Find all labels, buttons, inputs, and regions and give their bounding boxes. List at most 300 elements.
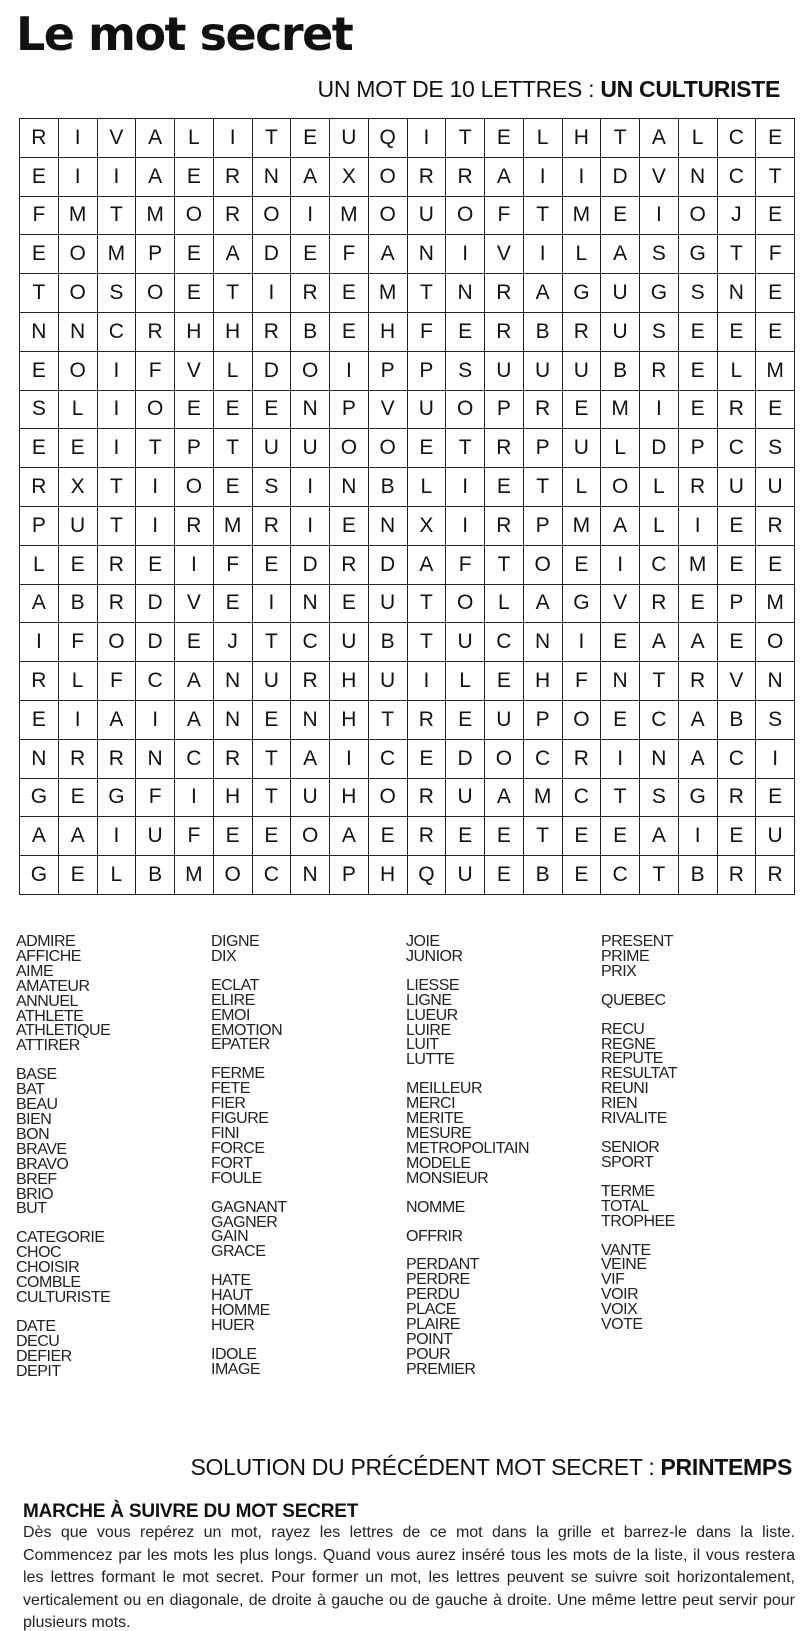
grid-cell[interactable]: O [369, 429, 408, 468]
grid-cell[interactable]: I [175, 779, 214, 818]
grid-cell[interactable]: A [175, 662, 214, 701]
grid-cell[interactable]: A [291, 158, 330, 197]
grid-cell[interactable]: G [20, 856, 59, 895]
grid-cell[interactable]: U [330, 119, 369, 158]
grid-cell[interactable]: R [20, 662, 59, 701]
grid-cell[interactable]: I [136, 507, 175, 546]
grid-cell[interactable]: F [446, 546, 485, 585]
grid-cell[interactable]: S [446, 352, 485, 391]
grid-cell[interactable]: I [291, 197, 330, 236]
grid-cell[interactable]: R [214, 197, 253, 236]
word-list-item[interactable]: ELIRE [211, 991, 255, 1009]
grid-cell[interactable]: E [756, 313, 795, 352]
grid-cell[interactable]: B [369, 623, 408, 662]
word-list-item[interactable]: BASE [16, 1066, 57, 1084]
grid-cell[interactable]: X [59, 468, 98, 507]
word-list-item[interactable]: CULTURISTE [16, 1288, 111, 1306]
word-list-item[interactable]: FOULE [211, 1169, 262, 1187]
word-list-item[interactable]: GAGNANT [211, 1198, 287, 1216]
grid-cell[interactable]: V [98, 119, 137, 158]
grid-cell[interactable]: F [485, 197, 524, 236]
grid-cell[interactable]: A [369, 235, 408, 274]
grid-cell[interactable]: C [524, 740, 563, 779]
grid-cell[interactable]: I [408, 119, 447, 158]
grid-cell[interactable]: O [330, 429, 369, 468]
grid-cell[interactable]: L [524, 119, 563, 158]
grid-cell[interactable]: R [640, 585, 679, 624]
grid-cell[interactable]: D [253, 235, 292, 274]
grid-cell[interactable]: E [20, 429, 59, 468]
grid-cell[interactable]: U [485, 352, 524, 391]
word-list-item[interactable]: REUNI [601, 1080, 649, 1098]
grid-cell[interactable]: O [59, 274, 98, 313]
word-list-item[interactable]: CATEGORIE [16, 1229, 105, 1247]
grid-cell[interactable]: E [330, 313, 369, 352]
grid-cell[interactable]: D [136, 585, 175, 624]
grid-cell[interactable]: U [369, 585, 408, 624]
grid-cell[interactable]: L [20, 546, 59, 585]
grid-cell[interactable]: T [718, 235, 757, 274]
grid-cell[interactable]: L [563, 468, 602, 507]
grid-cell[interactable]: R [291, 274, 330, 313]
grid-cell[interactable]: O [446, 197, 485, 236]
grid-cell[interactable]: D [640, 429, 679, 468]
word-list-item[interactable]: VOIR [601, 1286, 639, 1304]
grid-cell[interactable]: N [756, 662, 795, 701]
grid-cell[interactable]: R [756, 507, 795, 546]
grid-cell[interactable]: H [330, 779, 369, 818]
grid-cell[interactable]: I [524, 158, 563, 197]
grid-cell[interactable]: M [136, 197, 175, 236]
grid-cell[interactable]: U [136, 817, 175, 856]
grid-cell[interactable]: M [563, 197, 602, 236]
grid-cell[interactable]: A [291, 740, 330, 779]
grid-cell[interactable]: E [59, 546, 98, 585]
word-list-item[interactable]: BUT [16, 1200, 47, 1218]
grid-cell[interactable]: E [563, 817, 602, 856]
grid-cell[interactable]: A [601, 235, 640, 274]
word-list-item[interactable]: POUR [406, 1345, 451, 1363]
grid-cell[interactable]: P [524, 507, 563, 546]
grid-cell[interactable]: T [214, 274, 253, 313]
grid-cell[interactable]: F [214, 546, 253, 585]
grid-cell[interactable]: M [98, 235, 137, 274]
grid-cell[interactable]: I [679, 817, 718, 856]
grid-cell[interactable]: R [485, 313, 524, 352]
word-list-item[interactable]: DEPIT [16, 1362, 61, 1380]
grid-cell[interactable]: A [98, 701, 137, 740]
word-list-item[interactable]: REGNE [601, 1035, 656, 1053]
grid-cell[interactable]: V [175, 585, 214, 624]
word-list-item[interactable]: FIGURE [211, 1110, 269, 1128]
grid-cell[interactable]: M [679, 546, 718, 585]
grid-cell[interactable]: I [98, 158, 137, 197]
grid-cell[interactable]: O [679, 197, 718, 236]
word-list-item[interactable]: PRIME [601, 947, 650, 965]
grid-cell[interactable]: M [756, 352, 795, 391]
grid-cell[interactable]: E [20, 235, 59, 274]
word-list-item[interactable]: TERME [601, 1182, 655, 1200]
grid-cell[interactable]: E [563, 856, 602, 895]
grid-cell[interactable]: G [679, 779, 718, 818]
grid-cell[interactable]: V [601, 585, 640, 624]
word-list-item[interactable]: PREMIER [406, 1360, 476, 1378]
grid-cell[interactable]: U [446, 856, 485, 895]
word-list-item[interactable]: EMOTION [211, 1021, 283, 1039]
grid-cell[interactable]: A [59, 817, 98, 856]
grid-cell[interactable]: R [485, 429, 524, 468]
grid-cell[interactable]: N [20, 740, 59, 779]
grid-cell[interactable]: U [330, 623, 369, 662]
grid-cell[interactable]: O [175, 468, 214, 507]
grid-cell[interactable]: R [253, 313, 292, 352]
grid-cell[interactable]: S [756, 701, 795, 740]
grid-cell[interactable]: H [175, 313, 214, 352]
grid-cell[interactable]: N [291, 701, 330, 740]
grid-cell[interactable]: X [408, 507, 447, 546]
word-list-item[interactable]: BRIO [16, 1185, 54, 1203]
grid-cell[interactable]: I [98, 352, 137, 391]
grid-cell[interactable]: U [369, 662, 408, 701]
grid-cell[interactable]: H [524, 662, 563, 701]
grid-cell[interactable]: R [756, 856, 795, 895]
grid-cell[interactable]: U [756, 468, 795, 507]
word-list-item[interactable]: RIEN [601, 1095, 638, 1113]
grid-cell[interactable]: L [679, 119, 718, 158]
grid-cell[interactable]: V [175, 352, 214, 391]
word-list-item[interactable]: FINI [211, 1124, 240, 1142]
grid-cell[interactable]: F [136, 779, 175, 818]
grid-cell[interactable]: E [175, 623, 214, 662]
grid-cell[interactable]: I [330, 740, 369, 779]
grid-cell[interactable]: C [640, 701, 679, 740]
word-list-item[interactable]: LIGNE [406, 991, 452, 1009]
word-list-item[interactable]: CHOISIR [16, 1259, 80, 1277]
grid-cell[interactable]: T [524, 468, 563, 507]
grid-cell[interactable]: E [175, 391, 214, 430]
word-list-item[interactable]: AFFICHE [16, 947, 81, 965]
grid-cell[interactable]: I [59, 701, 98, 740]
word-list-item[interactable]: OFFRIR [406, 1227, 463, 1245]
grid-cell[interactable]: E [59, 779, 98, 818]
grid-cell[interactable]: R [136, 313, 175, 352]
grid-cell[interactable]: I [253, 585, 292, 624]
grid-cell[interactable]: A [214, 235, 253, 274]
grid-cell[interactable]: U [408, 197, 447, 236]
word-list-item[interactable]: DIX [211, 947, 237, 965]
grid-cell[interactable]: C [175, 740, 214, 779]
word-list-item[interactable]: RESULTAT [601, 1065, 678, 1083]
word-list-item[interactable]: SPORT [601, 1153, 654, 1171]
word-list-item[interactable]: AMATEUR [16, 977, 90, 995]
grid-cell[interactable]: M [59, 197, 98, 236]
grid-cell[interactable]: S [640, 235, 679, 274]
word-list-item[interactable]: DEFIER [16, 1347, 72, 1365]
grid-cell[interactable]: N [524, 623, 563, 662]
grid-cell[interactable]: O [291, 817, 330, 856]
grid-cell[interactable]: L [214, 352, 253, 391]
grid-cell[interactable]: N [291, 856, 330, 895]
grid-cell[interactable]: R [408, 701, 447, 740]
grid-cell[interactable]: E [485, 856, 524, 895]
word-list-item[interactable]: LUIRE [406, 1021, 451, 1039]
grid-cell[interactable]: E [330, 274, 369, 313]
word-list-item[interactable]: PLACE [406, 1301, 456, 1319]
grid-cell[interactable]: I [98, 429, 137, 468]
word-list-item[interactable]: GRACE [211, 1243, 266, 1261]
word-list-item[interactable]: AIME [16, 962, 54, 980]
word-list-item[interactable]: JUNIOR [406, 947, 463, 965]
grid-cell[interactable]: E [175, 158, 214, 197]
grid-cell[interactable]: J [214, 623, 253, 662]
grid-cell[interactable]: P [524, 701, 563, 740]
grid-cell[interactable]: O [601, 468, 640, 507]
grid-cell[interactable]: E [136, 546, 175, 585]
grid-cell[interactable]: F [408, 313, 447, 352]
word-list-item[interactable]: FORCE [211, 1139, 265, 1157]
grid-cell[interactable]: P [330, 391, 369, 430]
grid-cell[interactable]: M [756, 585, 795, 624]
grid-cell[interactable]: E [291, 235, 330, 274]
word-list-item[interactable]: FIER [211, 1095, 246, 1113]
grid-cell[interactable]: I [175, 546, 214, 585]
grid-cell[interactable]: D [369, 546, 408, 585]
grid-cell[interactable]: R [98, 546, 137, 585]
grid-cell[interactable]: C [718, 740, 757, 779]
grid-cell[interactable]: T [524, 817, 563, 856]
grid-cell[interactable]: O [175, 197, 214, 236]
grid-cell[interactable]: N [136, 740, 175, 779]
grid-cell[interactable]: E [756, 119, 795, 158]
word-list-item[interactable]: MERCI [406, 1095, 456, 1113]
grid-cell[interactable]: T [446, 429, 485, 468]
grid-cell[interactable]: L [98, 856, 137, 895]
grid-cell[interactable]: I [679, 507, 718, 546]
grid-cell[interactable]: R [408, 158, 447, 197]
grid-cell[interactable]: E [408, 740, 447, 779]
grid-cell[interactable]: A [679, 740, 718, 779]
grid-cell[interactable]: R [214, 740, 253, 779]
grid-cell[interactable]: F [563, 662, 602, 701]
word-list-item[interactable]: BON [16, 1125, 50, 1143]
grid-cell[interactable]: I [136, 468, 175, 507]
grid-cell[interactable]: N [214, 662, 253, 701]
grid-cell[interactable]: R [330, 546, 369, 585]
word-list-item[interactable]: FETE [211, 1080, 250, 1098]
grid-cell[interactable]: E [756, 197, 795, 236]
grid-cell[interactable]: E [718, 623, 757, 662]
grid-cell[interactable]: M [563, 507, 602, 546]
word-list-item[interactable]: RIVALITE [601, 1110, 667, 1128]
grid-cell[interactable]: O [446, 585, 485, 624]
word-list-item[interactable]: PRESENT [601, 933, 674, 950]
grid-cell[interactable]: I [563, 623, 602, 662]
grid-cell[interactable]: I [98, 391, 137, 430]
grid-cell[interactable]: B [369, 468, 408, 507]
grid-cell[interactable]: A [136, 119, 175, 158]
grid-cell[interactable]: S [679, 274, 718, 313]
grid-cell[interactable]: B [601, 352, 640, 391]
word-list-item[interactable]: EPATER [211, 1036, 270, 1054]
grid-cell[interactable]: B [291, 313, 330, 352]
grid-cell[interactable]: I [601, 546, 640, 585]
word-list-item[interactable]: ATHLETE [16, 1007, 84, 1025]
grid-cell[interactable]: E [369, 817, 408, 856]
grid-cell[interactable]: V [485, 235, 524, 274]
grid-cell[interactable]: M [175, 856, 214, 895]
grid-cell[interactable]: E [601, 701, 640, 740]
grid-cell[interactable]: R [408, 779, 447, 818]
grid-cell[interactable]: L [59, 391, 98, 430]
grid-cell[interactable]: N [679, 158, 718, 197]
grid-cell[interactable]: L [601, 429, 640, 468]
grid-cell[interactable]: I [253, 274, 292, 313]
word-list-item[interactable]: JOIE [406, 933, 440, 950]
word-list-item[interactable]: ADMIRE [16, 933, 76, 950]
grid-cell[interactable]: V [718, 662, 757, 701]
grid-cell[interactable]: R [175, 507, 214, 546]
grid-cell[interactable]: B [59, 585, 98, 624]
grid-cell[interactable]: S [20, 391, 59, 430]
grid-cell[interactable]: H [563, 119, 602, 158]
grid-cell[interactable]: E [718, 546, 757, 585]
grid-cell[interactable]: O [756, 623, 795, 662]
word-list-item[interactable]: CHOC [16, 1244, 62, 1262]
grid-cell[interactable]: R [98, 585, 137, 624]
grid-cell[interactable]: T [408, 274, 447, 313]
word-list-item[interactable]: QUEBEC [601, 991, 666, 1009]
grid-cell[interactable]: I [59, 119, 98, 158]
grid-cell[interactable]: D [446, 740, 485, 779]
grid-cell[interactable]: A [640, 817, 679, 856]
grid-cell[interactable]: B [679, 856, 718, 895]
grid-cell[interactable]: P [369, 352, 408, 391]
grid-cell[interactable]: F [136, 352, 175, 391]
word-list-item[interactable]: ATTIRER [16, 1037, 80, 1055]
word-list-item[interactable]: COMBLE [16, 1274, 81, 1292]
grid-cell[interactable]: N [330, 468, 369, 507]
word-list-item[interactable]: DECU [16, 1332, 60, 1350]
grid-cell[interactable]: I [446, 507, 485, 546]
grid-cell[interactable]: U [446, 779, 485, 818]
grid-cell[interactable]: P [20, 507, 59, 546]
grid-cell[interactable]: T [253, 779, 292, 818]
word-list-item[interactable]: TROPHEE [601, 1212, 675, 1230]
grid-cell[interactable]: T [98, 468, 137, 507]
grid-cell[interactable]: O [446, 391, 485, 430]
grid-cell[interactable]: E [214, 468, 253, 507]
grid-cell[interactable]: T [98, 507, 137, 546]
grid-cell[interactable]: R [640, 352, 679, 391]
grid-cell[interactable]: T [446, 119, 485, 158]
grid-cell[interactable]: C [369, 740, 408, 779]
word-list-item[interactable]: EMOI [211, 1006, 250, 1024]
grid-cell[interactable]: A [640, 623, 679, 662]
word-list-item[interactable]: LIESSE [406, 976, 460, 994]
grid-cell[interactable]: E [601, 817, 640, 856]
grid-cell[interactable]: N [718, 274, 757, 313]
grid-cell[interactable]: E [485, 817, 524, 856]
grid-cell[interactable]: T [136, 429, 175, 468]
grid-cell[interactable]: E [175, 274, 214, 313]
grid-cell[interactable]: G [563, 585, 602, 624]
word-list-item[interactable]: VEINE [601, 1256, 647, 1274]
grid-cell[interactable]: M [601, 391, 640, 430]
grid-cell[interactable]: G [563, 274, 602, 313]
word-list-item[interactable]: PRIX [601, 962, 637, 980]
grid-cell[interactable]: E [485, 662, 524, 701]
grid-cell[interactable]: R [679, 468, 718, 507]
grid-cell[interactable]: I [601, 740, 640, 779]
grid-cell[interactable]: M [369, 274, 408, 313]
grid-cell[interactable]: I [640, 391, 679, 430]
grid-cell[interactable]: E [679, 313, 718, 352]
word-list-item[interactable]: MODELE [406, 1154, 471, 1172]
grid-cell[interactable]: E [20, 701, 59, 740]
grid-cell[interactable]: I [408, 662, 447, 701]
grid-cell[interactable]: U [756, 817, 795, 856]
grid-cell[interactable]: L [640, 468, 679, 507]
grid-cell[interactable]: P [330, 856, 369, 895]
grid-cell[interactable]: C [485, 623, 524, 662]
grid-cell[interactable]: P [175, 429, 214, 468]
grid-cell[interactable]: D [136, 623, 175, 662]
grid-cell[interactable]: B [136, 856, 175, 895]
grid-cell[interactable]: T [601, 779, 640, 818]
grid-cell[interactable]: U [291, 779, 330, 818]
grid-cell[interactable]: P [524, 429, 563, 468]
grid-cell[interactable]: N [214, 701, 253, 740]
word-list-item[interactable]: MONSIEUR [406, 1169, 489, 1187]
grid-cell[interactable]: U [718, 468, 757, 507]
grid-cell[interactable]: D [601, 158, 640, 197]
grid-cell[interactable]: T [408, 585, 447, 624]
grid-cell[interactable]: E [291, 119, 330, 158]
grid-cell[interactable]: T [485, 546, 524, 585]
grid-cell[interactable]: L [718, 352, 757, 391]
grid-cell[interactable]: E [214, 585, 253, 624]
grid-cell[interactable]: U [601, 313, 640, 352]
grid-cell[interactable]: R [524, 391, 563, 430]
grid-cell[interactable]: N [446, 274, 485, 313]
grid-cell[interactable]: F [20, 197, 59, 236]
grid-cell[interactable]: D [253, 352, 292, 391]
grid-cell[interactable]: O [253, 197, 292, 236]
grid-cell[interactable]: E [253, 701, 292, 740]
grid-cell[interactable]: T [253, 740, 292, 779]
grid-cell[interactable]: O [59, 235, 98, 274]
grid-cell[interactable]: I [563, 158, 602, 197]
word-list-item[interactable]: PERDANT [406, 1256, 479, 1274]
word-list-item[interactable]: BRAVE [16, 1140, 67, 1158]
word-list-item[interactable]: PERDU [406, 1286, 460, 1304]
grid-cell[interactable]: R [718, 856, 757, 895]
grid-cell[interactable]: N [369, 507, 408, 546]
grid-cell[interactable]: G [20, 779, 59, 818]
grid-cell[interactable]: A [175, 701, 214, 740]
grid-cell[interactable]: L [446, 662, 485, 701]
grid-cell[interactable]: O [136, 391, 175, 430]
grid-cell[interactable]: G [98, 779, 137, 818]
grid-cell[interactable]: R [679, 662, 718, 701]
word-list-item[interactable]: MESURE [406, 1124, 472, 1142]
grid-cell[interactable]: A [640, 119, 679, 158]
word-list-item[interactable]: PERDRE [406, 1271, 470, 1289]
grid-cell[interactable]: T [640, 662, 679, 701]
grid-cell[interactable]: I [330, 352, 369, 391]
grid-cell[interactable]: C [718, 119, 757, 158]
word-list-item[interactable]: GAGNER [211, 1213, 278, 1231]
